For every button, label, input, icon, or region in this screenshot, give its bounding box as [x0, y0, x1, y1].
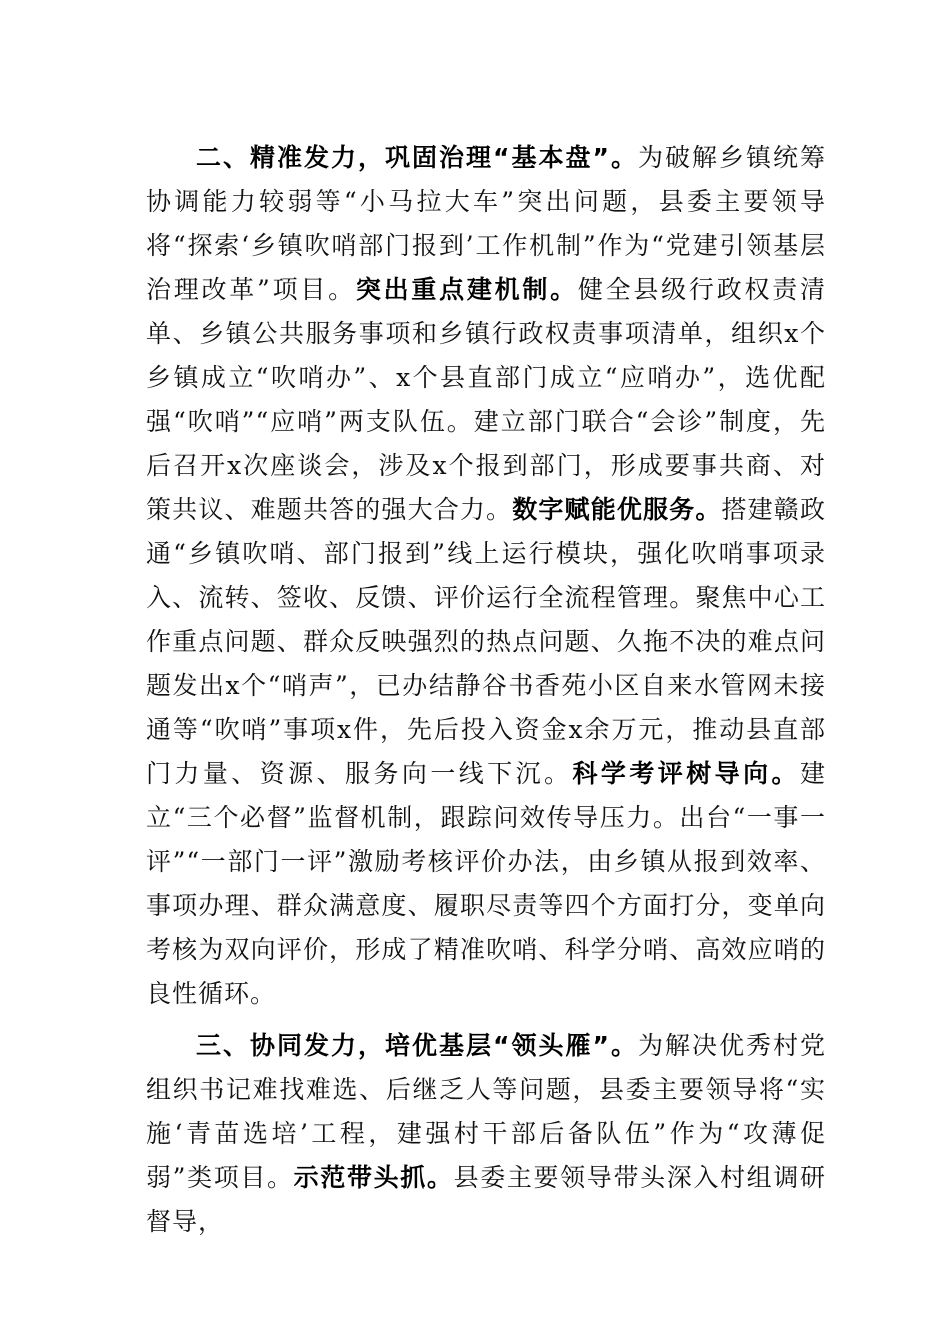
paragraph-section-three	[146, 1024, 826, 1244]
body-text: 为解决优秀村党组织书记难找难选、后继乏人等问题，县委主要领导将“实施‘青苗选培’工程，建强村干部后备队伍”作为“攻薄促弱”类项目。	[146, 1031, 826, 1192]
subheading: 数字赋能优服务。	[512, 495, 722, 524]
subheading: 科学考评树导向。	[572, 759, 800, 788]
body-text: 建立“三个必督”监督机制，跟踪问效传导压力。出台“一事一评”“一部门一评”激励考核评价办法，由乡镇从报到效率、事项办理、群众满意度、履职尽责等四个方面打分，变单向考核为双向评价，形成了精准吹哨、科学分哨、高效应哨的良性循环。	[146, 759, 826, 1008]
subheading: 示范带头抓。	[293, 1163, 454, 1192]
body-text: 为破解乡镇统筹协调能力较弱等“小马拉大车”突出问题，县委主要领导将“探索‘乡镇吹哨部门报到’工作机制”作为“党建引领基层治理改革”项目。	[146, 143, 826, 304]
section-heading: 二、精准发力，巩固治理“基本盘”。	[196, 143, 638, 172]
document-body	[146, 136, 826, 1244]
paragraph-section-two	[146, 136, 826, 1016]
section-heading: 三、协同发力，培优基层“领头雁”。	[196, 1031, 638, 1060]
body-text: 搭建赣政通“乡镇吹哨、部门报到”线上运行模块，强化吹哨事项录入、流转、签收、反馈、评价运行全流程管理。聚焦中心工作重点问题、群众反映强烈的热点问题、久拖不决的难点问题发出x个“哨声”，已办结静谷书香苑小区自来水管网未接通等“吹哨”事项x件，先后投入资金x余万元，推动县直部门力量、资源、服务向一线下沉。	[146, 495, 826, 788]
subheading: 突出重点建机制。	[355, 275, 578, 304]
body-text: 县委主要领导带头深入村组调研督导，	[146, 1163, 826, 1236]
body-text: 健全县级行政权责清单、乡镇公共服务事项和乡镇行政权责事项清单，组织x个乡镇成立“吹哨办”、x个县直部门成立“应哨办”，选优配强“吹哨”“应哨”两支队伍。建立部门联合“会诊”制度，先后召开x次座谈会，涉及x个报到部门，形成要事共商、对策共议、难题共答的强大合力。	[146, 275, 826, 524]
